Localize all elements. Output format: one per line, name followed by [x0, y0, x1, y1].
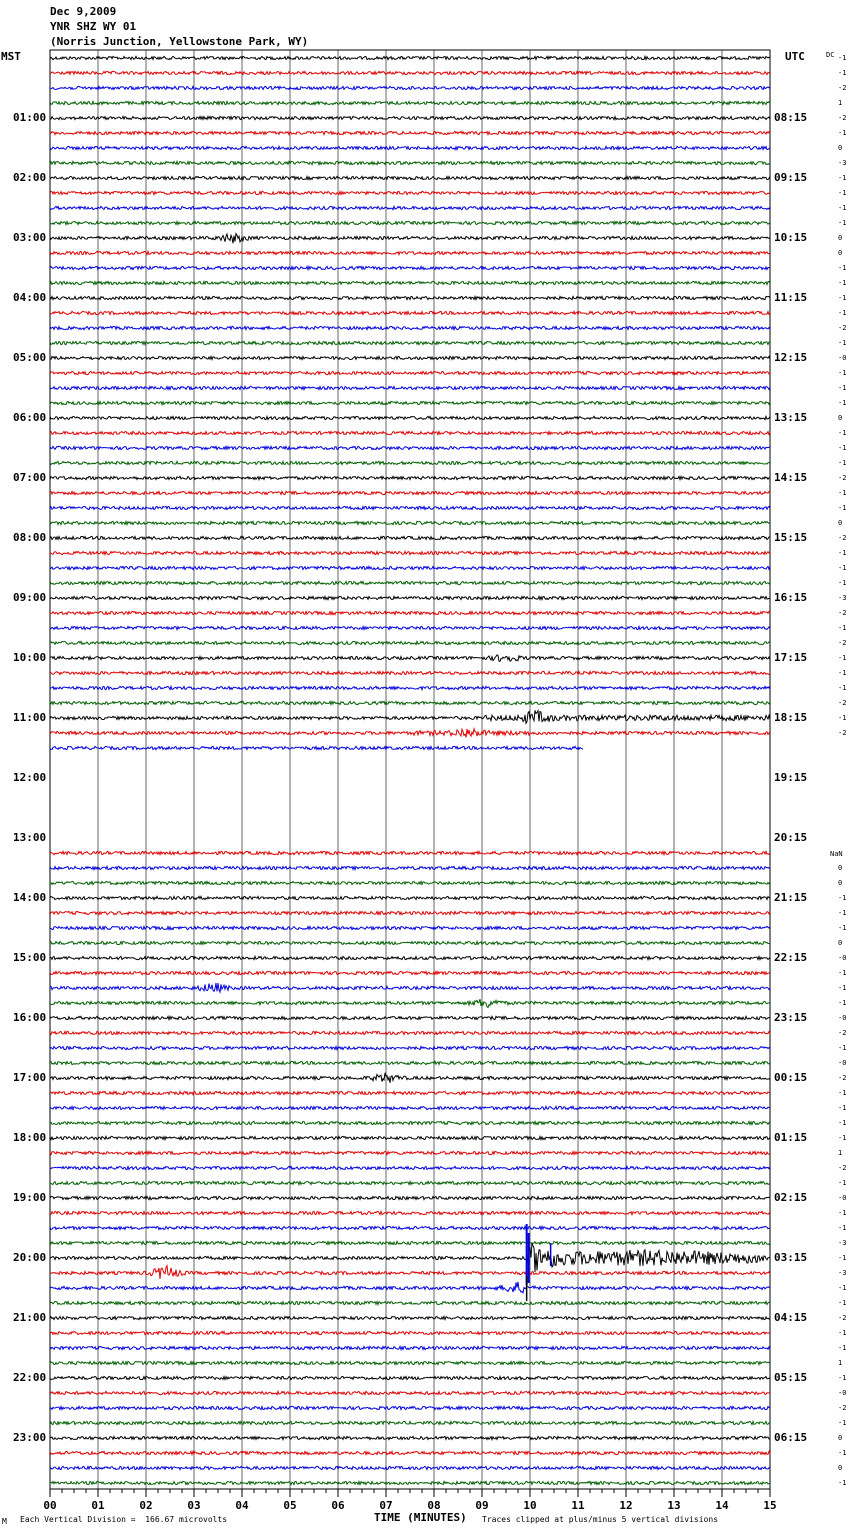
- trace-line: [50, 1046, 770, 1049]
- trace-line: [50, 655, 770, 661]
- trace-line: [50, 866, 770, 869]
- trace-line: [50, 356, 770, 359]
- trace-line: [50, 611, 770, 614]
- trace-line: [50, 1361, 770, 1364]
- hour-label-utc: 01:15: [774, 1131, 808, 1144]
- hour-label-mst: 22:00: [13, 1371, 47, 1384]
- x-tick-label: 09: [475, 1499, 489, 1512]
- dc-offset-value: -1: [838, 624, 847, 632]
- trace-line: [50, 266, 770, 269]
- trace-line: [50, 491, 770, 494]
- trace-line: [50, 521, 770, 524]
- trace-line: [50, 1091, 770, 1094]
- dc-offset-value: 1: [838, 1149, 843, 1157]
- dc-offset-value: -1: [838, 1119, 847, 1127]
- dc-offset-value: 0: [838, 1464, 843, 1472]
- trace-line: [50, 851, 770, 854]
- x-tick-label: 11: [571, 1499, 585, 1512]
- dc-offset-value: -0: [838, 354, 847, 362]
- trace-line: [50, 701, 770, 704]
- hour-label-mst: 03:00: [13, 231, 47, 244]
- dc-offset-value: -2: [838, 1029, 847, 1037]
- trace-line: [50, 581, 770, 584]
- hour-label-mst: 04:00: [13, 291, 47, 304]
- dc-offset-value: -1: [838, 924, 847, 932]
- trace-line: [50, 926, 770, 929]
- trace-line: [50, 1243, 770, 1273]
- trace-line: [50, 461, 770, 464]
- hour-label-utc: 02:15: [774, 1191, 808, 1204]
- trace-line: [50, 1391, 770, 1394]
- dc-offset-value: -1: [838, 714, 847, 722]
- trace-line: [50, 686, 770, 689]
- dc-offset-value: 1: [838, 99, 843, 107]
- trace-line: [50, 281, 770, 284]
- dc-offset-value: -1: [838, 309, 847, 317]
- hour-label-utc: 09:15: [774, 171, 808, 184]
- trace-line: [50, 401, 770, 404]
- dc-offset-value: -1: [838, 684, 847, 692]
- trace-line: [50, 1181, 770, 1184]
- dc-offset-value: -1: [838, 489, 847, 497]
- trace-line: [50, 56, 770, 59]
- trace-line: [50, 161, 770, 164]
- dc-offset-value: -1: [838, 1179, 847, 1187]
- dc-offset-value: -1: [838, 1134, 847, 1142]
- dc-offset-value: -1: [838, 294, 847, 302]
- dc-offset-value: -1: [838, 219, 847, 227]
- trace-line: [50, 641, 770, 644]
- dc-offset-value: -1: [838, 429, 847, 437]
- hour-label-mst: 06:00: [13, 411, 47, 424]
- trace-line: [50, 956, 770, 959]
- header-station: YNR SHZ WY 01: [50, 20, 137, 33]
- hour-label-mst: 18:00: [13, 1131, 47, 1144]
- hour-label-mst: 17:00: [13, 1071, 47, 1084]
- hour-label-utc: 18:15: [774, 711, 808, 724]
- trace-line: [50, 341, 770, 344]
- trace-line: [50, 1241, 770, 1244]
- hour-label-utc: 17:15: [774, 651, 808, 664]
- x-tick-label: 10: [523, 1499, 537, 1512]
- hour-label-mst: 02:00: [13, 171, 47, 184]
- hour-label-utc: 20:15: [774, 831, 808, 844]
- hour-label-utc: 21:15: [774, 891, 808, 904]
- x-tick-label: 02: [139, 1499, 153, 1512]
- dc-offset-value: 0: [838, 939, 843, 947]
- dc-offset-value: -2: [838, 639, 847, 647]
- dc-offset-value: -1: [838, 1479, 847, 1487]
- trace-line: [50, 116, 770, 119]
- hour-label-utc: 14:15: [774, 471, 808, 484]
- trace-line: [50, 326, 770, 329]
- trace-line: [50, 206, 770, 209]
- dc-offset-value: 0: [838, 1434, 843, 1442]
- trace-line: [50, 710, 770, 723]
- trace-line: [50, 416, 770, 419]
- dc-offset-value: -1: [838, 444, 847, 452]
- dc-offset-value: 0: [838, 879, 843, 887]
- dc-offset-value: -3: [838, 159, 847, 167]
- hour-label-utc: 13:15: [774, 411, 808, 424]
- dc-offset-value: -1: [838, 1344, 847, 1352]
- dc-offset-value: -1: [838, 1089, 847, 1097]
- trace-line: [50, 971, 770, 974]
- trace-line: [50, 1346, 770, 1349]
- dc-offset-value: -1: [838, 1209, 847, 1217]
- dc-offset-value: -3: [838, 1269, 847, 1277]
- x-tick-label: 04: [235, 1499, 249, 1512]
- trace-line: [50, 1073, 770, 1083]
- dc-offset-value: -2: [838, 699, 847, 707]
- clip-note: Traces clipped at plus/minus 5 vertical divisions: [482, 1515, 719, 1524]
- dc-offset-value: -0: [838, 1194, 847, 1202]
- trace-line: [50, 596, 770, 599]
- dc-offset-value: -1: [838, 1329, 847, 1337]
- dc-offset-value: -1: [838, 189, 847, 197]
- dc-offset-value: 0: [838, 414, 843, 422]
- trace-line: [50, 1466, 770, 1469]
- dc-offset-value: -1: [838, 564, 847, 572]
- dc-offset-value: -1: [838, 909, 847, 917]
- trace-line: [50, 1331, 770, 1334]
- trace-line: [50, 1266, 770, 1279]
- trace-line: [50, 1136, 770, 1139]
- dc-offset-value: -1: [838, 1104, 847, 1112]
- left-timezone-label: MST: [1, 50, 21, 63]
- dc-offset-value: 0: [838, 864, 843, 872]
- trace-line: [50, 1376, 770, 1379]
- dc-offset-value: -2: [838, 1074, 847, 1082]
- dc-offset-value: -0: [838, 954, 847, 962]
- x-tick-label: 00: [43, 1499, 57, 1512]
- trace-line: [50, 251, 770, 254]
- trace-line: [50, 1031, 770, 1034]
- header-date: Dec 9,2009: [50, 5, 117, 18]
- dc-offset-value: 0: [838, 249, 843, 257]
- hour-label-utc: 03:15: [774, 1251, 808, 1264]
- hour-label-utc: 16:15: [774, 591, 808, 604]
- nan-label: NaN: [830, 850, 843, 858]
- x-tick-label: 07: [379, 1499, 393, 1512]
- trace-line: [50, 311, 770, 314]
- dc-offset-value: -1: [838, 1449, 847, 1457]
- hour-label-mst: 01:00: [13, 111, 47, 124]
- dc-offset-value: -1: [838, 669, 847, 677]
- trace-line: [50, 386, 770, 389]
- trace-line: [50, 71, 770, 74]
- dc-offset-value: -1: [838, 69, 847, 77]
- trace-line: [50, 101, 770, 104]
- dc-offset-value: 0: [838, 519, 843, 527]
- hour-label-utc: 05:15: [774, 1371, 808, 1384]
- dc-offset-value: -3: [838, 594, 847, 602]
- trace-line: [50, 1196, 770, 1199]
- hour-label-mst: 12:00: [13, 771, 47, 784]
- trace-line: [50, 234, 770, 244]
- dc-offset-value: -1: [838, 279, 847, 287]
- trace-line: [50, 1406, 770, 1409]
- trace-line: [50, 1226, 770, 1229]
- x-tick-label: 08: [427, 1499, 441, 1512]
- hour-label-utc: 22:15: [774, 951, 808, 964]
- dc-offset-value: -1: [838, 1284, 847, 1292]
- dc-offset-value: -2: [838, 1164, 847, 1172]
- trace-line: [50, 983, 770, 992]
- dc-offset-value: -2: [838, 729, 847, 737]
- dc-offset-value: -1: [838, 549, 847, 557]
- trace-line: [50, 566, 770, 569]
- dc-offset-label: DC: [826, 51, 835, 59]
- dc-offset-value: -1: [838, 969, 847, 977]
- hour-label-utc: 15:15: [774, 531, 808, 544]
- hour-label-utc: 11:15: [774, 291, 808, 304]
- dc-offset-value: -1: [838, 579, 847, 587]
- x-tick-label: 15: [763, 1499, 777, 1512]
- dc-offset-value: -1: [838, 984, 847, 992]
- dc-offset-value: 0: [838, 234, 843, 242]
- header-location: (Norris Junction, Yellowstone Park, WY): [50, 35, 309, 48]
- trace-line: [50, 476, 770, 479]
- trace-line: [50, 506, 770, 509]
- trace-line: [50, 431, 770, 434]
- x-tick-label: 03: [187, 1499, 201, 1512]
- trace-line: [50, 146, 770, 149]
- hour-label-mst: 19:00: [13, 1191, 47, 1204]
- dc-offset-value: -2: [838, 609, 847, 617]
- trace-line: [50, 729, 770, 738]
- hour-label-mst: 07:00: [13, 471, 47, 484]
- dc-offset-value: -1: [838, 174, 847, 182]
- x-tick-label: 01: [91, 1499, 105, 1512]
- hour-label-utc: 04:15: [774, 1311, 808, 1324]
- scale-mark: M: [2, 1517, 7, 1526]
- trace-line: [50, 536, 770, 539]
- dc-offset-value: -1: [838, 54, 847, 62]
- dc-offset-value: -0: [838, 1014, 847, 1022]
- hour-label-mst: 08:00: [13, 531, 47, 544]
- hour-label-utc: 00:15: [774, 1071, 808, 1084]
- x-tick-label: 06: [331, 1499, 345, 1512]
- trace-line: [50, 746, 583, 749]
- trace-line: [50, 1121, 770, 1124]
- trace-line: [50, 1061, 770, 1064]
- dc-offset-value: -1: [838, 369, 847, 377]
- trace-line: [50, 1481, 770, 1484]
- x-tick-label: 13: [667, 1499, 681, 1512]
- trace-line: [50, 999, 770, 1007]
- hour-label-utc: 23:15: [774, 1011, 808, 1024]
- dc-offset-value: -1: [838, 654, 847, 662]
- trace-line: [50, 1211, 770, 1214]
- hour-label-utc: 19:15: [774, 771, 808, 784]
- dc-offset-value: -1: [838, 1254, 847, 1262]
- hour-label-mst: 23:00: [13, 1431, 47, 1444]
- dc-offset-value: -1: [838, 459, 847, 467]
- hour-label-mst: 15:00: [13, 951, 47, 964]
- dc-offset-value: -0: [838, 1389, 847, 1397]
- x-axis-label: TIME (MINUTES): [374, 1511, 467, 1524]
- trace-line: [50, 1151, 770, 1154]
- x-tick-label: 05: [283, 1499, 297, 1512]
- dc-offset-value: -3: [838, 1239, 847, 1247]
- trace-line: [50, 191, 770, 194]
- trace-line: [50, 1301, 770, 1304]
- hour-label-mst: 09:00: [13, 591, 47, 604]
- trace-line: [50, 296, 770, 299]
- dc-offset-value: -0: [838, 1059, 847, 1067]
- dc-offset-value: 1: [838, 1359, 843, 1367]
- dc-offset-value: -1: [838, 399, 847, 407]
- right-timezone-label: UTC: [785, 50, 805, 63]
- trace-line: [50, 221, 770, 224]
- trace-line: [50, 671, 770, 674]
- trace-line: [50, 86, 770, 89]
- trace-line: [50, 1421, 770, 1424]
- dc-offset-value: -2: [838, 84, 847, 92]
- trace-line: [50, 551, 770, 554]
- trace-line: [50, 1166, 770, 1169]
- hour-label-utc: 10:15: [774, 231, 808, 244]
- dc-offset-value: -1: [838, 1419, 847, 1427]
- trace-line: [50, 896, 770, 899]
- dc-offset-value: -1: [838, 1224, 847, 1232]
- scale-note: Each Vertical Division = 166.67 microvolts: [20, 1515, 228, 1524]
- dc-offset-value: -2: [838, 474, 847, 482]
- x-tick-label: 14: [715, 1499, 729, 1512]
- dc-offset-value: -1: [838, 339, 847, 347]
- hour-label-mst: 20:00: [13, 1251, 47, 1264]
- dc-offset-value: -1: [838, 504, 847, 512]
- dc-offset-value: -1: [838, 384, 847, 392]
- trace-line: [50, 371, 770, 374]
- trace-line: [50, 1451, 770, 1454]
- dc-offset-value: -1: [838, 204, 847, 212]
- trace-line: [50, 1436, 770, 1439]
- trace-line: [50, 446, 770, 449]
- trace-line: [50, 941, 770, 944]
- x-tick-label: 12: [619, 1499, 633, 1512]
- dc-offset-value: 0: [838, 144, 843, 152]
- trace-line: [50, 911, 770, 914]
- dc-offset-value: -1: [838, 894, 847, 902]
- dc-offset-value: -2: [838, 324, 847, 332]
- dc-offset-value: -1: [838, 1374, 847, 1382]
- hour-label-mst: 21:00: [13, 1311, 47, 1324]
- trace-line: [50, 131, 770, 134]
- hour-label-mst: 16:00: [13, 1011, 47, 1024]
- hour-label-mst: 05:00: [13, 351, 47, 364]
- trace-line: [50, 1016, 770, 1019]
- hour-label-utc: 12:15: [774, 351, 808, 364]
- hour-label-mst: 10:00: [13, 651, 47, 664]
- hour-label-mst: 11:00: [13, 711, 47, 724]
- dc-offset-value: -2: [838, 114, 847, 122]
- hour-label-utc: 08:15: [774, 111, 808, 124]
- trace-line: [50, 881, 770, 884]
- hour-label-mst: 14:00: [13, 891, 47, 904]
- trace-line: [50, 176, 770, 179]
- dc-offset-value: -1: [838, 129, 847, 137]
- dc-offset-value: -1: [838, 264, 847, 272]
- trace-line: [50, 1282, 770, 1293]
- trace-line: [50, 1316, 770, 1319]
- hour-label-mst: 13:00: [13, 831, 47, 844]
- dc-offset-value: -2: [838, 1404, 847, 1412]
- dc-offset-value: -2: [838, 1314, 847, 1322]
- dc-offset-value: -1: [838, 1299, 847, 1307]
- dc-offset-value: -1: [838, 999, 847, 1007]
- trace-line: [50, 626, 770, 629]
- dc-offset-value: -2: [838, 534, 847, 542]
- dc-offset-value: -1: [838, 1044, 847, 1052]
- trace-line: [50, 1106, 770, 1109]
- hour-label-utc: 06:15: [774, 1431, 808, 1444]
